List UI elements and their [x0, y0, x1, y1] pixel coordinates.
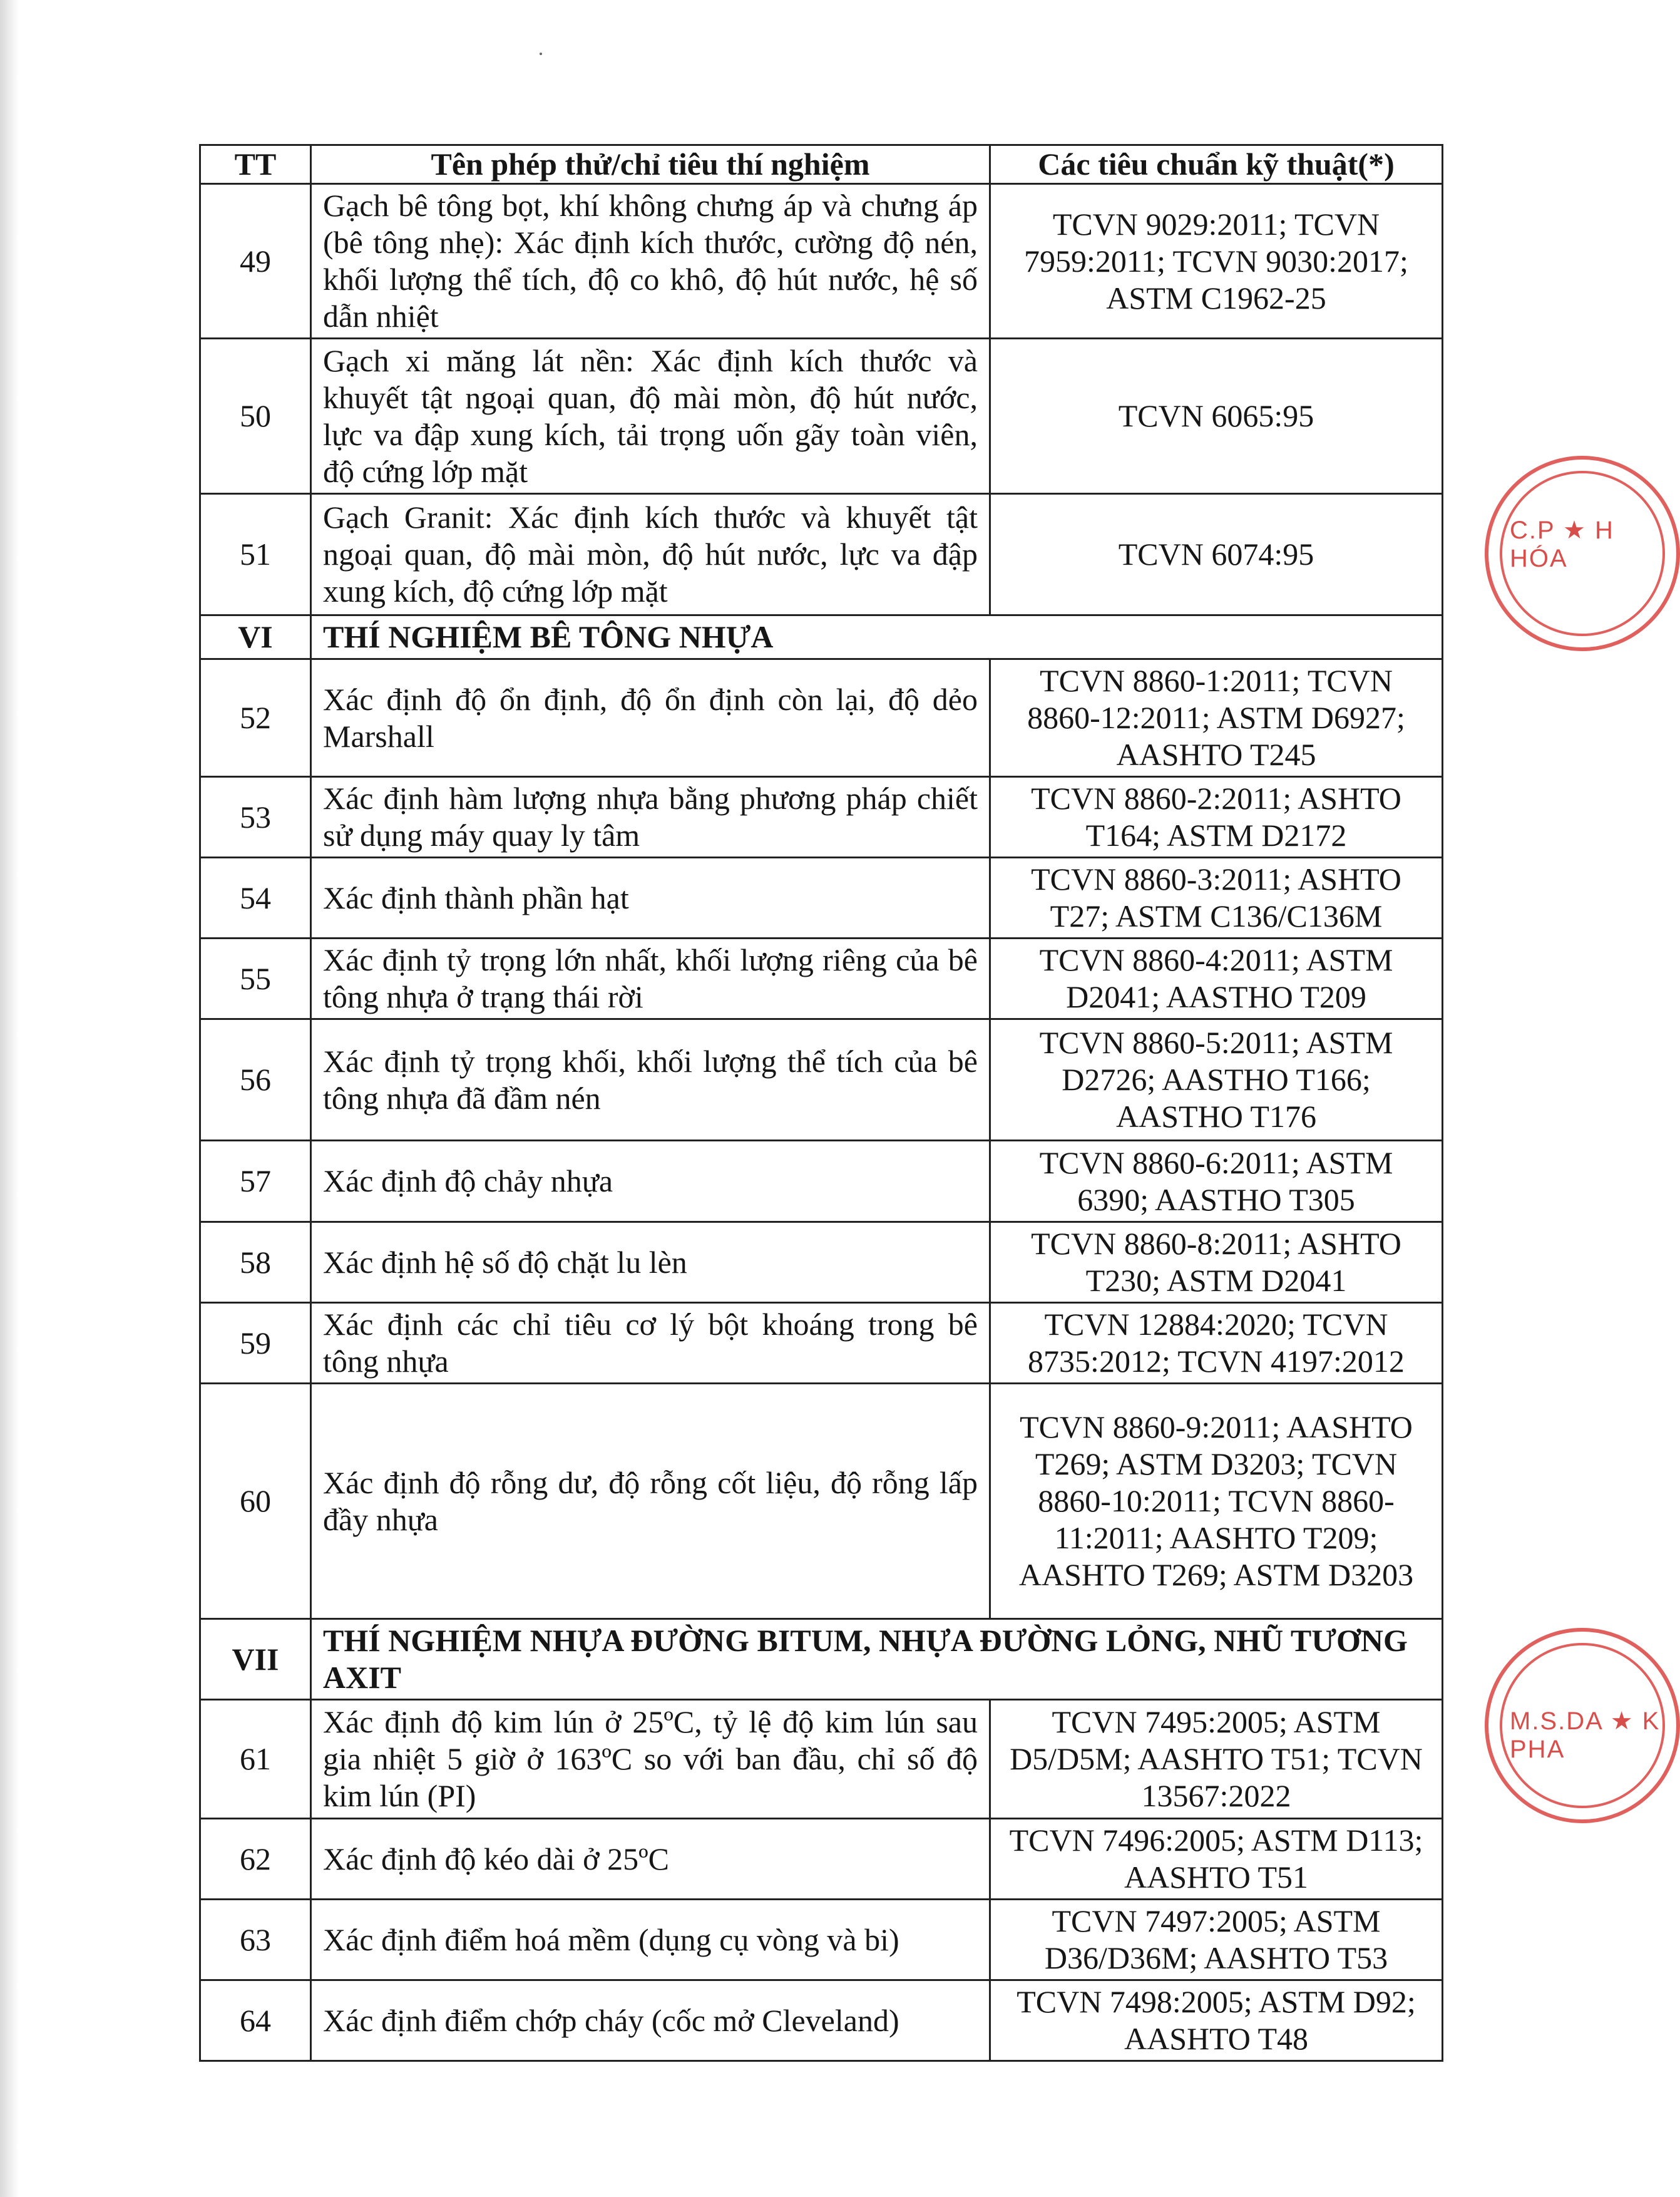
test-name: Gạch bê tông bọt, khí không chưng áp và chưng áp (bê tông nhẹ): Xác định kích thước, cường độ nén, khối lượng thể tích, độ co khô, độ hút nước, hệ số dẫn nhiệt — [311, 184, 990, 339]
row-number: 62 — [200, 1819, 311, 1900]
standards: TCVN 7495:2005; ASTM D5/D5M; AASHTO T51; TCVN 13567:2022 — [990, 1700, 1443, 1819]
standards: TCVN 8860-1:2011; TCVN 8860-12:2011; ASTM D6927; AASHTO T245 — [990, 659, 1443, 777]
test-name: Xác định độ ổn định, độ ổn định còn lại, độ dẻo Marshall — [311, 659, 990, 777]
table-row — [200, 494, 1443, 615]
row-number: 63 — [200, 1900, 311, 1980]
header-tt: TT — [200, 145, 311, 184]
section-title: THÍ NGHIỆM BÊ TÔNG NHỰA — [311, 615, 1443, 659]
test-standards-table — [199, 144, 1443, 2062]
scan-left-edge — [0, 0, 19, 2197]
row-number: 53 — [200, 777, 311, 858]
table-row — [200, 1384, 1443, 1619]
test-name: Gạch Granit: Xác định kích thước và khuyết tật ngoại quan, độ mài mòn, độ hút nước, lực va đập xung kích, độ cứng lớp mặt — [311, 494, 990, 615]
table-row — [200, 339, 1443, 494]
row-number: 64 — [200, 1980, 311, 2061]
test-name: Gạch xi măng lát nền: Xác định kích thước và khuyết tật ngoại quan, độ mài mòn, độ hút nước, lực va đập xung kích, tải trọng uốn gãy toàn viên, độ cứng lớp mặt — [311, 339, 990, 494]
row-number: 58 — [200, 1222, 311, 1303]
row-number: 51 — [200, 494, 311, 615]
table-row — [200, 858, 1443, 939]
section-row-vi — [200, 615, 1443, 659]
header-test-name: Tên phép thử/chỉ tiêu thí nghiệm — [311, 145, 990, 184]
table-row — [200, 184, 1443, 339]
test-name: Xác định độ rỗng dư, độ rỗng cốt liệu, độ rỗng lấp đầy nhựa — [311, 1384, 990, 1619]
row-number: 49 — [200, 184, 311, 339]
section-title: THÍ NGHIỆM NHỰA ĐƯỜNG BITUM, NHỰA ĐƯỜNG LỎNG, NHŨ TƯƠNG AXIT — [311, 1619, 1443, 1700]
stamp-text: C.P ★ H HÓA — [1510, 517, 1614, 572]
red-stamp-lower — [1485, 1628, 1680, 1823]
test-name: Xác định hàm lượng nhựa bằng phương pháp chiết sử dụng máy quay ly tâm — [311, 777, 990, 858]
standards: TCVN 8860-2:2011; ASHTO T164; ASTM D2172 — [990, 777, 1443, 858]
table-row — [200, 1141, 1443, 1222]
row-number: 52 — [200, 659, 311, 777]
table-header-row — [200, 145, 1443, 184]
standards: TCVN 8860-8:2011; ASHTO T230; ASTM D2041 — [990, 1222, 1443, 1303]
test-name: Xác định tỷ trọng khối, khối lượng thể tích của bê tông nhựa đã đầm nén — [311, 1019, 990, 1141]
row-number: 59 — [200, 1303, 311, 1384]
standards: TCVN 8860-4:2011; ASTM D2041; AASTHO T209 — [990, 939, 1443, 1019]
row-number: 54 — [200, 858, 311, 939]
standards: TCVN 8860-9:2011; AASHTO T269; ASTM D3203; TCVN 8860-10:2011; TCVN 8860-11:2011; AASHTO T209; AASHTO T269; ASTM D3203 — [990, 1384, 1443, 1619]
standards: TCVN 6065:95 — [990, 339, 1443, 494]
table-row — [200, 1222, 1443, 1303]
section-number: VII — [200, 1619, 311, 1700]
test-name: Xác định thành phần hạt — [311, 858, 990, 939]
table-row — [200, 659, 1443, 777]
test-name: Xác định độ kim lún ở 25ºC, tỷ lệ độ kim lún sau gia nhiệt 5 giờ ở 163ºC so với ban đầu, chỉ số độ kim lún (PI) — [311, 1700, 990, 1819]
standards: TCVN 8860-5:2011; ASTM D2726; AASTHO T166; AASTHO T176 — [990, 1019, 1443, 1141]
test-name: Xác định độ kéo dài ở 25ºC — [311, 1819, 990, 1900]
test-name: Xác định điểm chớp cháy (cốc mở Cleveland) — [311, 1980, 990, 2061]
standards: TCVN 6074:95 — [990, 494, 1443, 615]
test-name: Xác định các chỉ tiêu cơ lý bột khoáng trong bê tông nhựa — [311, 1303, 990, 1384]
section-number: VI — [200, 615, 311, 659]
row-number: 50 — [200, 339, 311, 494]
scan-speck — [540, 53, 542, 55]
table-row — [200, 1303, 1443, 1384]
standards: TCVN 9029:2011; TCVN 7959:2011; TCVN 9030:2017; ASTM C1962-25 — [990, 184, 1443, 339]
standards: TCVN 12884:2020; TCVN 8735:2012; TCVN 4197:2012 — [990, 1303, 1443, 1384]
red-stamp-upper — [1485, 456, 1680, 651]
table-row — [200, 1019, 1443, 1141]
row-number: 55 — [200, 939, 311, 1019]
header-standards: Các tiêu chuẩn kỹ thuật(*) — [990, 145, 1443, 184]
row-number: 57 — [200, 1141, 311, 1222]
test-name: Xác định độ chảy nhựa — [311, 1141, 990, 1222]
table-row — [200, 1900, 1443, 1980]
stamp-text: M.S.DA ★ K PHA — [1510, 1707, 1661, 1763]
test-name: Xác định tỷ trọng lớn nhất, khối lượng riêng của bê tông nhựa ở trạng thái rời — [311, 939, 990, 1019]
table-row — [200, 1980, 1443, 2061]
standards: TCVN 8860-3:2011; ASHTO T27; ASTM C136/C136M — [990, 858, 1443, 939]
standards: TCVN 7497:2005; ASTM D36/D36M; AASHTO T53 — [990, 1900, 1443, 1980]
table-row — [200, 939, 1443, 1019]
test-name: Xác định hệ số độ chặt lu lèn — [311, 1222, 990, 1303]
standards: TCVN 7498:2005; ASTM D92; AASHTO T48 — [990, 1980, 1443, 2061]
table-row — [200, 1819, 1443, 1900]
test-name: Xác định điểm hoá mềm (dụng cụ vòng và bi) — [311, 1900, 990, 1980]
table-row — [200, 1700, 1443, 1819]
section-row-vii — [200, 1619, 1443, 1700]
table-row — [200, 777, 1443, 858]
standards: TCVN 8860-6:2011; ASTM 6390; AASTHO T305 — [990, 1141, 1443, 1222]
row-number: 60 — [200, 1384, 311, 1619]
row-number: 61 — [200, 1700, 311, 1819]
row-number: 56 — [200, 1019, 311, 1141]
standards: TCVN 7496:2005; ASTM D113; AASHTO T51 — [990, 1819, 1443, 1900]
